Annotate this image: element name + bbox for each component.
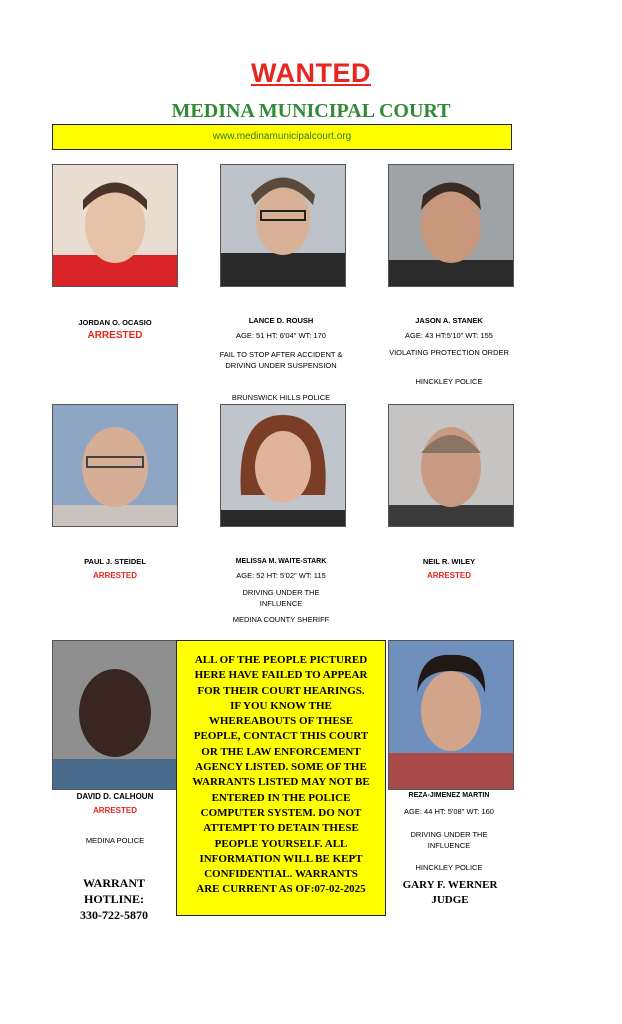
- person-name: JASON A. STANEK: [415, 316, 483, 325]
- mugshot-photo: [388, 640, 514, 790]
- hotline-phone: 330-722-5870: [80, 908, 148, 922]
- court-name: MEDINA MUNICIPAL COURT: [171, 100, 451, 122]
- notice-line: WARRANTS LISTED MAY NOT BE: [192, 776, 370, 789]
- notice-line: CONFIDENTIAL. WARRANTS: [204, 868, 358, 881]
- hotline-label: HOTLINE:: [83, 892, 144, 906]
- mugshot-photo: [220, 164, 346, 287]
- person-stats: AGE: 43 HT:5'10" WT: 155: [405, 331, 493, 340]
- notice-line: ARE CURRENT AS OF:07-02-2025: [196, 883, 366, 896]
- person-stats: AGE: 51 HT: 6'04" WT: 170: [236, 331, 326, 340]
- status-badge: ARRESTED: [87, 330, 143, 341]
- person-charge: VIOLATING PROTECTION ORDER: [389, 348, 509, 357]
- status-badge: ARRESTED: [426, 571, 471, 580]
- notice-line: ATTEMPT TO DETAIN THESE: [203, 822, 359, 835]
- person-agency: HINCKLEY POLICE: [415, 377, 483, 386]
- hotline-label: WARRANT: [82, 876, 145, 890]
- status-badge: ARRESTED: [92, 806, 137, 815]
- notice-line: ENTERED IN THE POLICE: [211, 791, 351, 804]
- notice-line: ALL OF THE PEOPLE PICTURED: [194, 654, 368, 666]
- notice-line: HERE HAVE FAILED TO APPEAR: [194, 669, 368, 682]
- mugshot-photo: [52, 640, 178, 790]
- person-name: REZA-JIMENEZ MARTIN: [408, 792, 490, 799]
- website-banner: [52, 124, 512, 150]
- person-stats: AGE: 44 HT: 5'08" WT: 160: [404, 807, 494, 816]
- status-badge: ARRESTED: [92, 571, 137, 580]
- warning-notice: [176, 640, 386, 916]
- notice-line: PEOPLE YOURSELF. ALL: [214, 837, 348, 850]
- notice-line: IF YOU KNOW THE: [230, 699, 332, 712]
- person-name: NEIL R. WILEY: [422, 557, 476, 566]
- person-agency: MEDINA POLICE: [85, 836, 145, 845]
- person-agency: HINCKLEY POLICE: [415, 863, 483, 872]
- notice-line: OR THE LAW ENFORCEMENT: [201, 745, 361, 758]
- website-link[interactable]: www.medinamunicipalcourt.org: [212, 131, 352, 142]
- mugshot-photo: [52, 404, 178, 527]
- notice-line: PEOPLE, CONTACT THIS COURT: [193, 730, 369, 743]
- notice-line: AGENCY LISTED. SOME OF THE: [195, 761, 367, 774]
- person-name: PAUL J. STEIDEL: [84, 557, 146, 566]
- judge-signature: [388, 878, 512, 908]
- person-name: DAVID D. CALHOUN: [76, 792, 154, 801]
- person-agency: BRUNSWICK HILLS POLICE: [231, 393, 331, 402]
- warrant-hotline: [52, 875, 176, 923]
- notice-line: FOR THEIR COURT HEARINGS.: [197, 684, 365, 697]
- mugshot-photo: [220, 404, 346, 527]
- notice-line: WHEREABOUTS OF THESE: [208, 715, 354, 728]
- person-name: LANCE D. ROUSH: [248, 316, 314, 325]
- person-charge: FAIL TO STOP AFTER ACCIDENT & DRIVING UNDER SUSPENSION: [219, 350, 343, 370]
- person-charge: DRIVING UNDER THE INFLUENCE: [410, 830, 488, 850]
- page-title: WANTED: [251, 58, 371, 88]
- person-name: MELISSA M. WAITE-STARK: [235, 558, 327, 565]
- person-agency: MEDINA COUNTY SHERIFF: [232, 615, 330, 624]
- judge-name: GARY F. WERNER: [402, 879, 498, 891]
- person-stats: AGE: 52 HT: 5'02" WT: 115: [236, 571, 326, 580]
- mugshot-photo: [388, 404, 514, 527]
- mugshot-photo: [388, 164, 514, 287]
- mugshot-photo: [52, 164, 178, 287]
- notice-line: COMPUTER SYSTEM. DO NOT: [200, 806, 362, 819]
- person-charge: DRIVING UNDER THE INFLUENCE: [242, 588, 320, 608]
- person-name: JORDAN O. OCASIO: [78, 318, 152, 327]
- judge-title: JUDGE: [431, 894, 469, 906]
- notice-line: INFORMATION WILL BE KEPT: [199, 852, 363, 865]
